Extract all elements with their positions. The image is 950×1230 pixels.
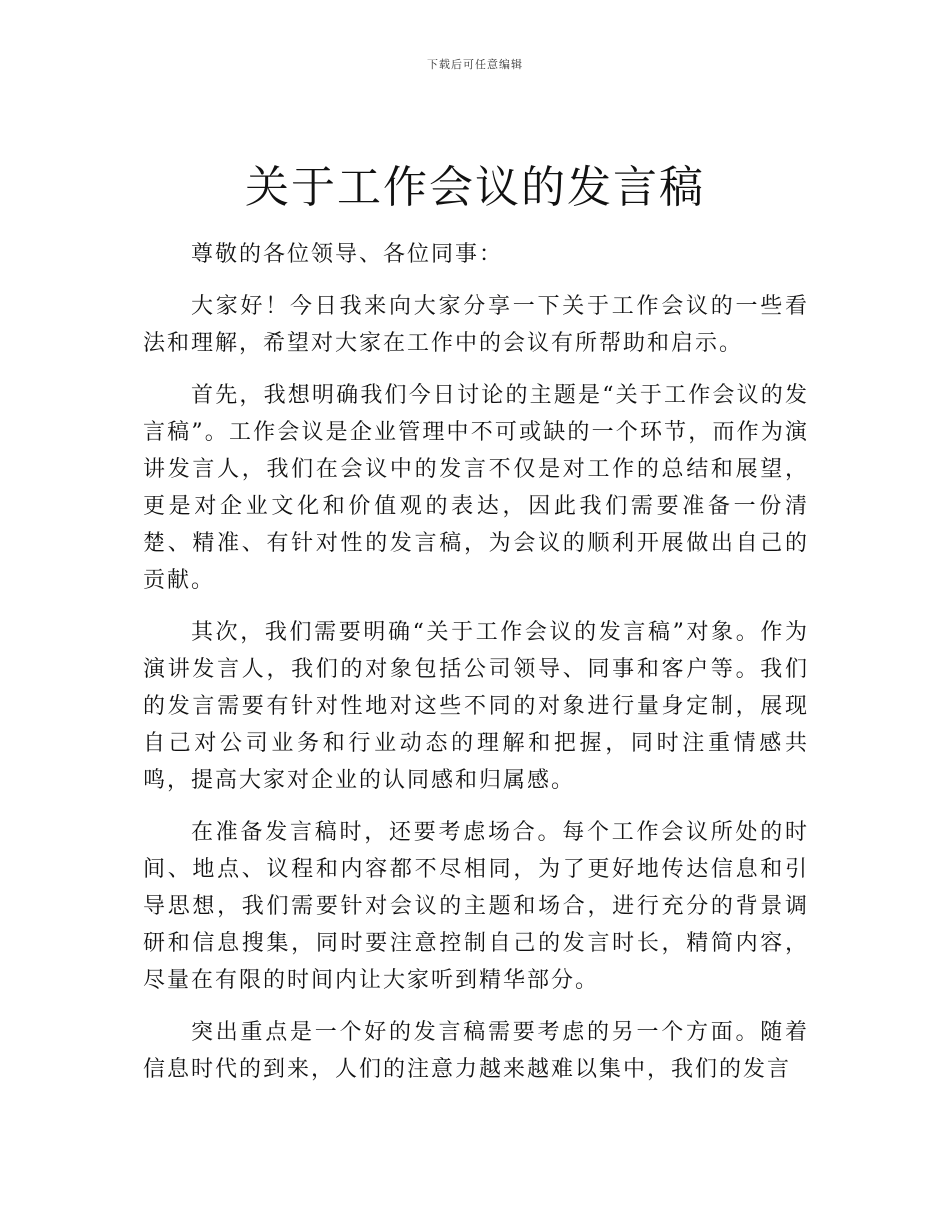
paragraph-topic: 首先，我想明确我们今日讨论的主题是“关于工作会议的发言稿”。工作会议是企业管理中不可或缺的一个环节，而作为演讲发言人，我们在会议中的发言不仅是对工作的总结和展望，更是对企业文化和价值观的表达，因此我们需要准备一份清楚、精准、有针对性的发言稿，为会议的顺利开展做出自己的贡献。 bbox=[143, 383, 809, 593]
paragraph-audience: 其次，我们需要明确“关于工作会议的发言稿”对象。作为演讲发言人，我们的对象包括公司领导、同事和客户等。我们的发言需要有针对性地对这些不同的对象进行量身定制，展现自己对公司业务和行业动态的理解和把握，同时注重情感共鸣，提高大家对企业的认同感和归属感。 bbox=[143, 620, 809, 793]
paragraph-greeting: 大家好！今日我来向大家分享一下关于工作会议的一些看法和理解，希望对大家在工作中的会议有所帮助和启示。 bbox=[143, 294, 809, 356]
document-title: 关于工作会议的发言稿 bbox=[245, 162, 705, 213]
document-body bbox=[143, 236, 809, 1103]
paragraph-occasion: 在准备发言稿时，还要考虑场合。每个工作会议所处的时间、地点、议程和内容都不尽相同，为了更好地传达信息和引导思想，我们需要针对会议的主题和场合，进行充分的背景调研和信息搜集，同时要注意控制自己的发言时长，精简内容，尽量在有限的时间内让大家听到精华部分。 bbox=[143, 820, 809, 993]
paragraph-emphasis: 突出重点是一个好的发言稿需要考虑的另一个方面。随着信息时代的到来，人们的注意力越来越难以集中，我们的发言 bbox=[143, 1020, 809, 1082]
salutation: 尊敬的各位领导、各位同事： bbox=[191, 242, 504, 267]
page-header-note: 下载后可任意编辑 bbox=[427, 58, 523, 71]
